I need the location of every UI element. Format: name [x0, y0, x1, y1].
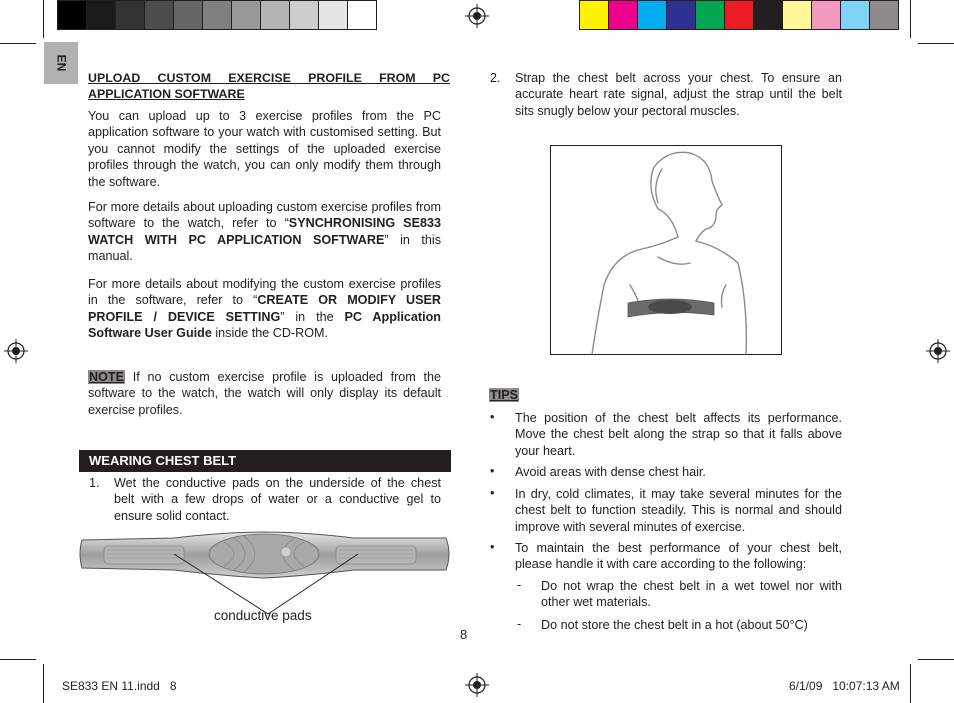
tips-label: TIPS	[490, 388, 518, 402]
subtip-item: Do not store the chest belt in a hot (about 50°C)	[541, 618, 808, 632]
footer-date-slug: 6/1/09 10:07:13 AM	[789, 679, 900, 693]
cross-reference: SYNCHRONISING SE833 WATCH WITH PC APPLICATION SOFTWARE	[88, 216, 441, 247]
crop-mark	[43, 664, 44, 703]
text-span: inside the CD-ROM.	[211, 326, 329, 341]
crop-mark	[43, 0, 44, 38]
chest-belt-illustration	[74, 530, 456, 616]
color-swatch	[579, 0, 609, 30]
color-swatch	[724, 0, 754, 30]
gray-swatch	[57, 0, 87, 30]
subtip-item: Do not wrap the chest belt in a wet towel nor with other wet materials.	[541, 579, 842, 610]
registration-mark-icon	[4, 339, 28, 363]
gray-swatch	[318, 0, 348, 30]
gray-swatch	[202, 0, 232, 30]
registration-mark-icon	[465, 673, 489, 697]
tip-item: In dry, cold climates, it may take several minutes for the chest belt to function steadily. This is normal and should improve with several minutes of exercise.	[515, 487, 842, 534]
bullet-icon: •	[490, 464, 495, 478]
color-swatch	[637, 0, 667, 30]
crop-mark	[918, 659, 954, 660]
tip-item: The position of the chest belt affects its performance. Move the chest belt along the strap so that it falls above your heart.	[515, 411, 842, 458]
color-swatch	[811, 0, 841, 30]
page-number: 8	[460, 627, 468, 642]
color-swatch	[753, 0, 783, 30]
step1-text: Wet the conductive pads on the underside of the chest belt with a few drops of water or a conductive gel to ensure solid contact.	[114, 476, 441, 523]
modify-details-paragraph	[88, 276, 441, 342]
color-swatch	[695, 0, 725, 30]
crop-mark	[918, 43, 954, 44]
belt-caption: conductive pads	[214, 608, 312, 623]
bullet-icon: •	[490, 410, 495, 424]
color-swatch	[608, 0, 638, 30]
crop-mark	[0, 43, 36, 44]
gray-swatch	[289, 0, 319, 30]
color-swatch	[840, 0, 870, 30]
bullet-icon: •	[490, 540, 495, 554]
upload-heading-line1: UPLOAD CUSTOM EXERCISE PROFILE FROM PC	[88, 71, 450, 85]
crop-mark	[910, 0, 911, 38]
color-swatch	[782, 0, 812, 30]
wearing-chest-belt-heading: WEARING CHEST BELT	[79, 450, 451, 472]
tips-heading	[489, 387, 519, 403]
note-paragraph	[88, 369, 441, 418]
note-text: If no custom exercise profile is uploaded from the software to the watch, the watch will only display its default exercise profiles.	[88, 370, 441, 417]
registration-mark-icon	[926, 339, 950, 363]
dash-icon: -	[517, 578, 522, 592]
tip-item: To maintain the best performance of your chest belt, please handle it with care according to the following:	[515, 541, 842, 572]
gray-swatch	[173, 0, 203, 30]
step-number: 1.	[89, 476, 100, 490]
crop-mark	[0, 659, 36, 660]
color-swatch	[666, 0, 696, 30]
gray-swatch	[260, 0, 290, 30]
gray-swatch	[115, 0, 145, 30]
gray-swatch	[144, 0, 174, 30]
cross-reference: CREATE OR MODIFY USER PROFILE / DEVICE SETTING	[88, 293, 441, 324]
footer-file-slug: SE833 EN 11.indd 8	[62, 679, 177, 693]
gray-swatch	[231, 0, 261, 30]
text-span: ” in the	[280, 309, 345, 324]
bullet-icon: •	[490, 486, 495, 500]
language-tab	[44, 42, 78, 84]
text-span: For more details about uploading custom exercise profiles from software to the watch, refer to “	[88, 200, 441, 231]
registration-mark-icon	[465, 4, 489, 28]
text-span: For more details about modifying the custom exercise profiles in the software, refer to “	[88, 277, 441, 308]
color-swatch	[869, 0, 899, 30]
language-tab-label: EN	[53, 54, 68, 72]
man-wearing-chest-belt-illustration	[550, 145, 782, 355]
text-span: ” in this manual.	[88, 232, 441, 264]
guide-reference: PC Application Software User Guide	[88, 309, 441, 341]
upload-details-paragraph	[88, 199, 441, 265]
upload-paragraph: You can upload up to 3 exercise profiles from the PC application software to your watch with customised setting. But you cannot modify the settings of the uploaded exercise profiles through the watch, you can only modify them through the software.	[88, 109, 441, 189]
tip-item: Avoid areas with dense chest hair.	[515, 465, 706, 479]
gray-swatch	[86, 0, 116, 30]
step-number: 2.	[490, 71, 501, 85]
crop-mark	[910, 664, 911, 703]
dash-icon: -	[517, 617, 522, 631]
gray-swatch	[347, 0, 377, 30]
upload-heading-line2: APPLICATION SOFTWARE	[88, 87, 245, 101]
note-label: NOTE	[89, 370, 124, 384]
step2-text: Strap the chest belt across your chest. To ensure an accurate heart rate signal, adjust the strap until the belt sits snugly below your pectoral muscles.	[515, 71, 842, 118]
